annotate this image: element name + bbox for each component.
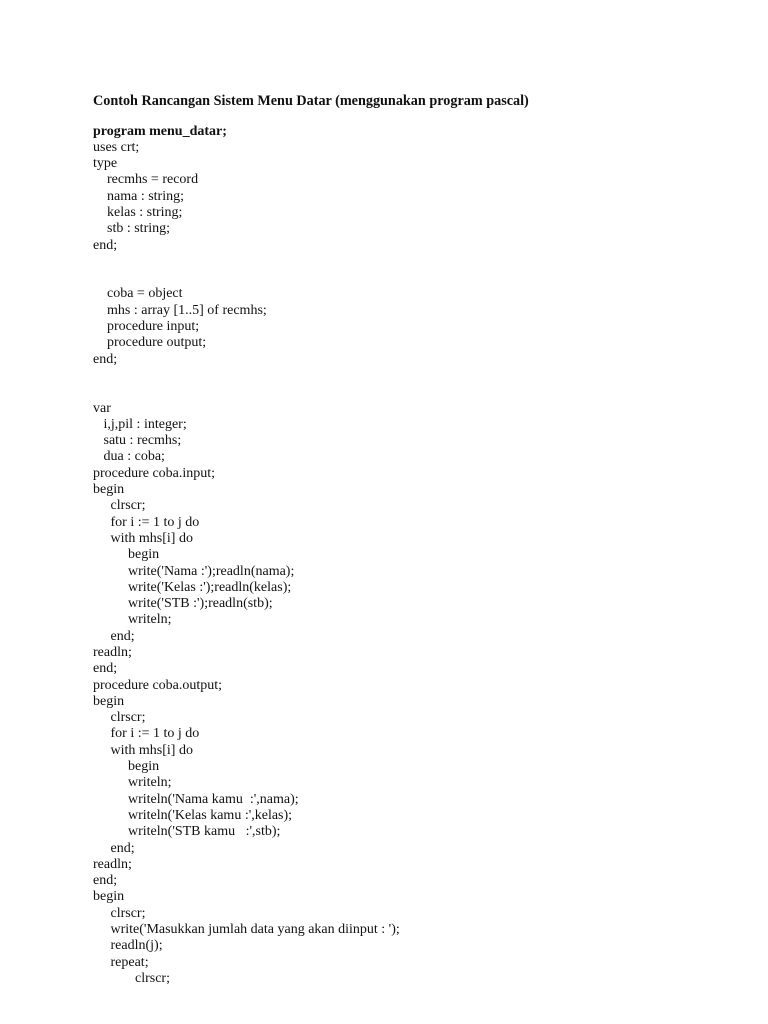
code-line: end; [93,351,118,367]
code-line: type [93,156,118,172]
code-line: dua : coba; [93,449,165,465]
code-line: end; [93,840,135,856]
code-line: procedure output; [93,335,207,351]
code-line: end; [93,661,118,677]
code-line: with mhs[i] do [93,742,193,758]
code-line: readln; [93,645,132,660]
code-line: uses crt; [93,139,140,155]
code-listing [93,124,400,988]
code-line: end; [93,628,135,644]
code-line: readln(j); [93,938,163,954]
code-line: for i := 1 to j do [93,726,200,742]
code-line [93,254,400,270]
code-line [93,270,400,286]
code-line: begin [93,759,160,775]
code-line: repeat; [93,954,149,970]
code-line: recmhs = record [93,172,199,188]
code-line: begin [93,547,160,563]
document-title: Contoh Rancangan Sistem Menu Datar (menggunakan program pascal) [93,93,529,109]
code-line: clrscr; [93,905,146,921]
code-line: nama : string; [93,188,184,204]
code-line: write('Masukkan jumlah data yang akan diinput : '); [93,922,400,938]
code-line [93,368,400,384]
code-line: procedure input; [93,319,200,335]
code-line: write('Kelas :');readln(kelas); [93,579,292,595]
code-line: end; [93,237,118,253]
code-line: write('Nama :');readln(nama); [93,563,295,579]
code-line: writeln; [93,775,172,791]
code-line: stb : string; [93,221,171,237]
code-line: procedure coba.output; [93,677,223,693]
code-line: writeln('Nama kamu :',nama); [93,791,299,807]
code-line: writeln('STB kamu :',stb); [93,824,281,840]
code-line: end; [93,873,118,889]
code-line: begin [93,889,125,905]
code-line: kelas : string; [93,204,183,220]
code-line: readln; [93,856,132,872]
code-line: coba = object [93,286,183,302]
code-line: with mhs[i] do [93,530,193,546]
code-line: writeln('Kelas kamu :',kelas); [93,807,293,823]
program-heading-line: program menu_datar; [93,123,227,139]
code-line: mhs : array [1..5] of recmhs; [93,302,267,318]
code-line: clrscr; [93,970,170,986]
code-line: procedure coba.input; [93,465,216,481]
code-line: writeln; [93,612,172,628]
code-line: begin [93,482,125,498]
code-line: clrscr; [93,710,146,726]
code-line: for i := 1 to j do [93,514,200,530]
code-line: write('STB :');readln(stb); [93,596,273,612]
code-line: clrscr; [93,498,146,514]
code-line: i,j,pil : integer; [93,416,187,432]
code-line: begin [93,693,125,709]
code-line: var [93,400,111,416]
code-line: satu : recmhs; [93,433,182,449]
code-line [93,384,400,400]
